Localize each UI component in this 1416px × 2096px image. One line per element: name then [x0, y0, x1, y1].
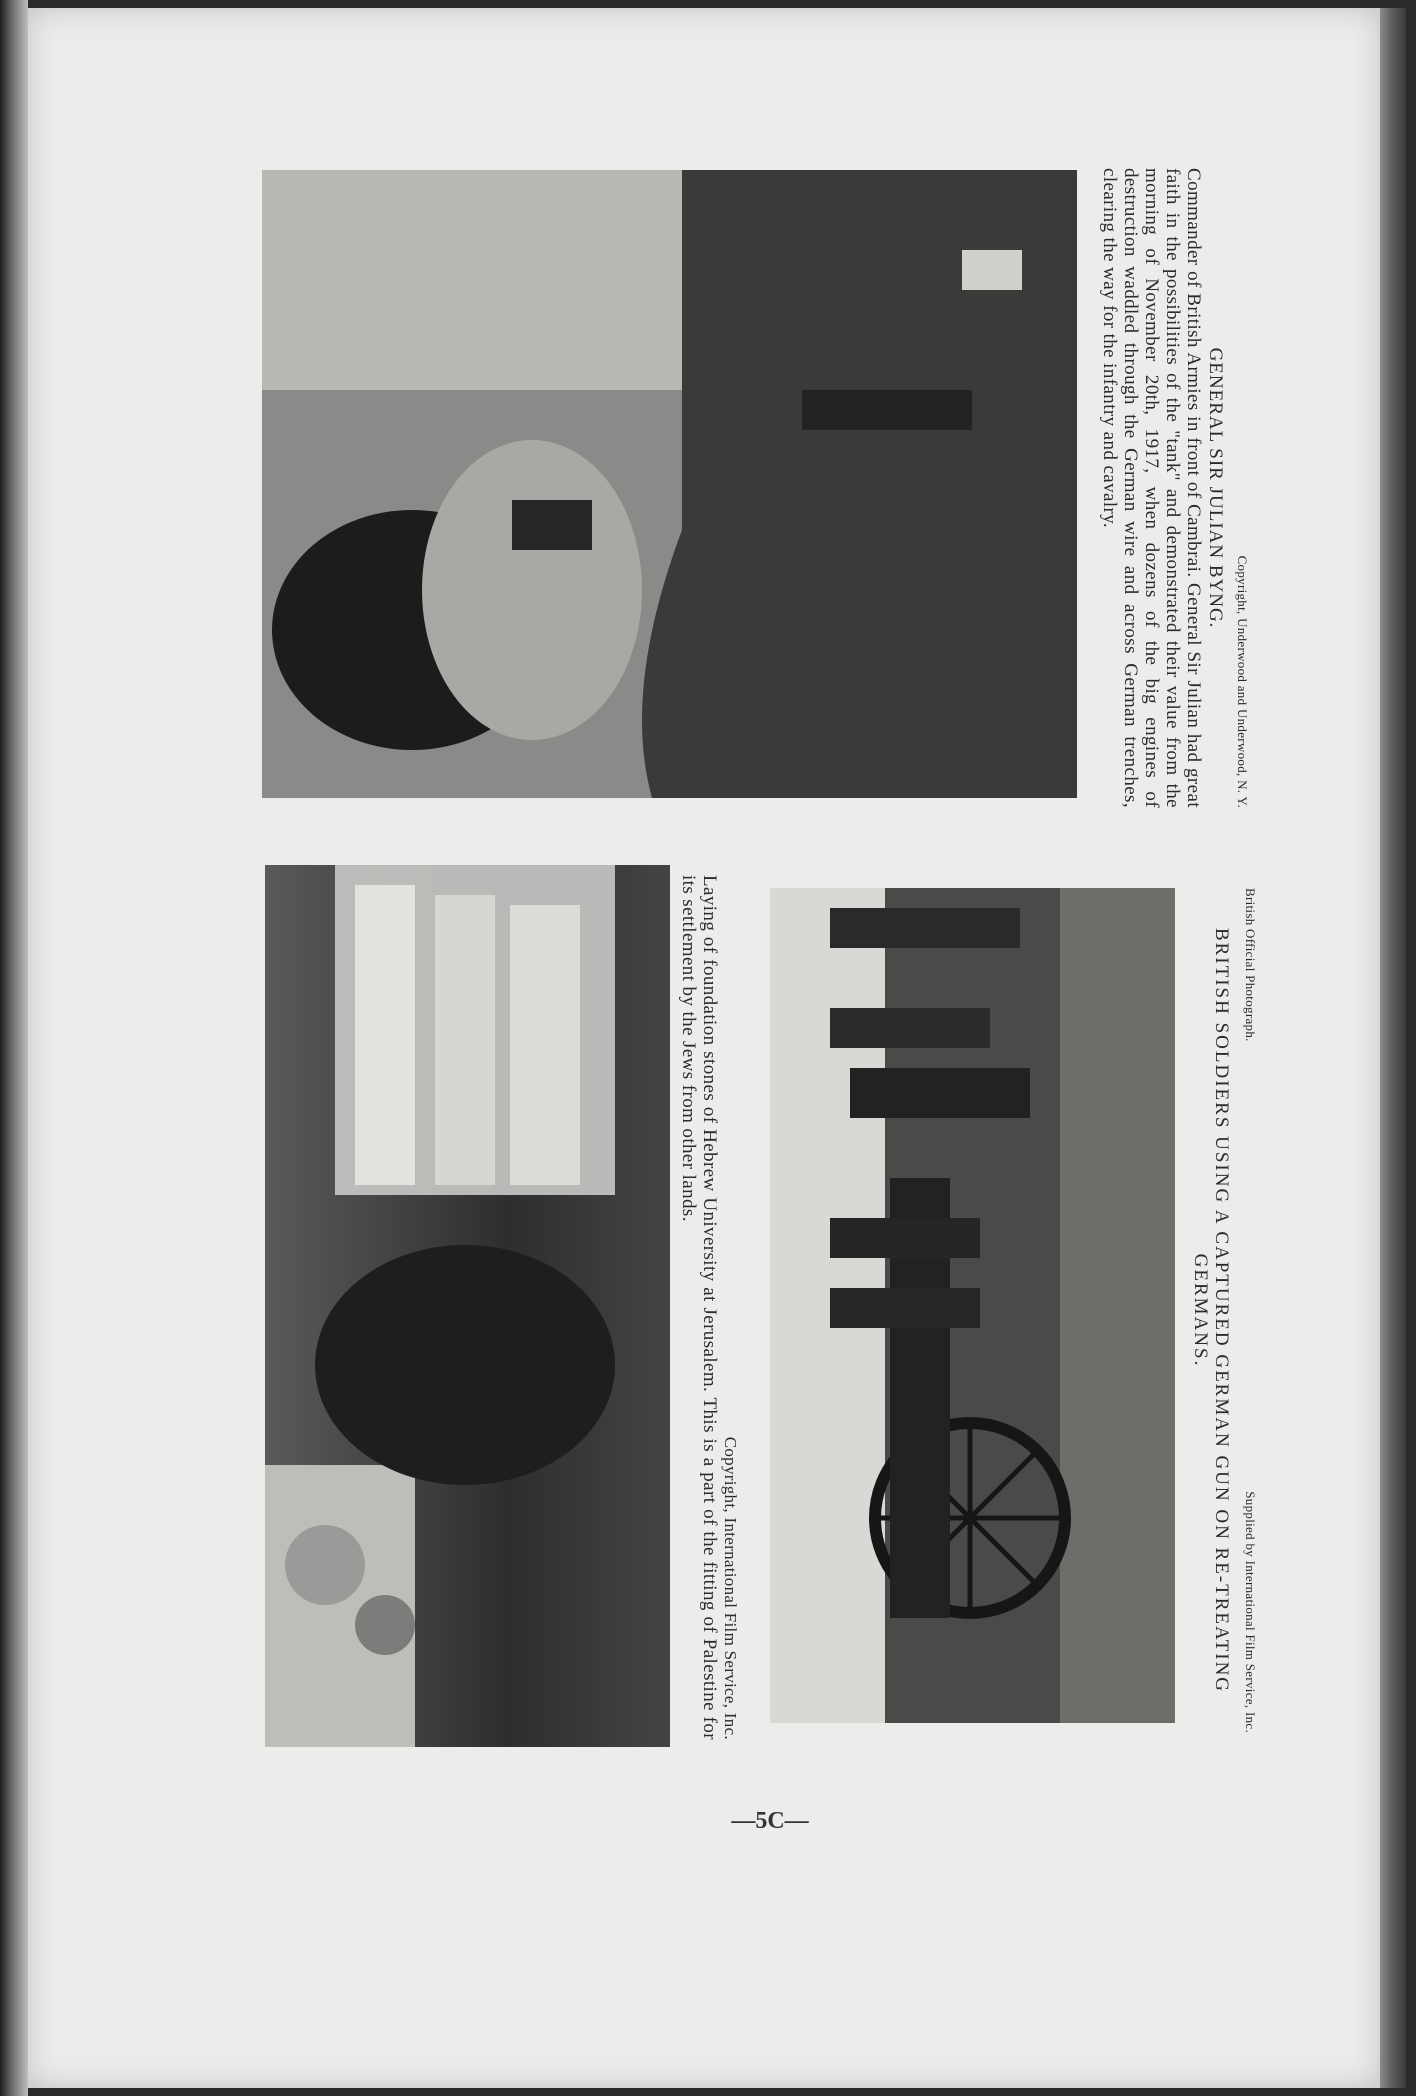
- crowd-image: [265, 865, 670, 1747]
- gun-caption-block: [1190, 888, 1258, 1733]
- foundation-credit: Copyright, International Film Service, Inc.: [721, 1436, 740, 1740]
- photo-foundation-stones: [265, 865, 670, 1747]
- foundation-caption-block: [678, 875, 740, 1740]
- gun-image: [770, 888, 1175, 1723]
- gun-credit-left: British Official Photograph.: [1243, 888, 1258, 1042]
- page-number: —5C—: [731, 1808, 809, 1834]
- page-edge: [1380, 8, 1406, 2088]
- foundation-caption: Laying of foundation stones of Hebrew University at Jerusalem. This is a part of the fitting of Palestine for its settlement by the Jews from other lands.: [678, 875, 720, 1740]
- byng-caption: Commander of British Armies in front of Cambrai. General Sir Julian had great faith in the possibilities of the "tank" and demonstrated their value from the morning of November 20th, 1917, when dozens of the big engines of destruction waddled through the German wire and across German trenches, clearing the way for the infantry and cavalry.: [1099, 168, 1204, 808]
- photo-captured-gun: [770, 888, 1175, 1723]
- gun-caption: BRITISH SOLDIERS USING A CAPTURED GERMAN GUN ON RE-TREATING GERMANS.: [1190, 927, 1232, 1694]
- photo-general-byng: [262, 170, 1077, 798]
- byng-title: GENERAL SIR JULIAN BYNG.: [1205, 347, 1226, 629]
- byng-caption-block: [1099, 168, 1250, 808]
- book-gutter: [0, 0, 28, 2096]
- byng-credit: Copyright, Underwood and Underwood, N. Y.: [1235, 555, 1250, 808]
- portrait-image: [262, 170, 1077, 798]
- gun-credit-right: Supplied by International Film Service, Inc.: [1243, 1491, 1258, 1733]
